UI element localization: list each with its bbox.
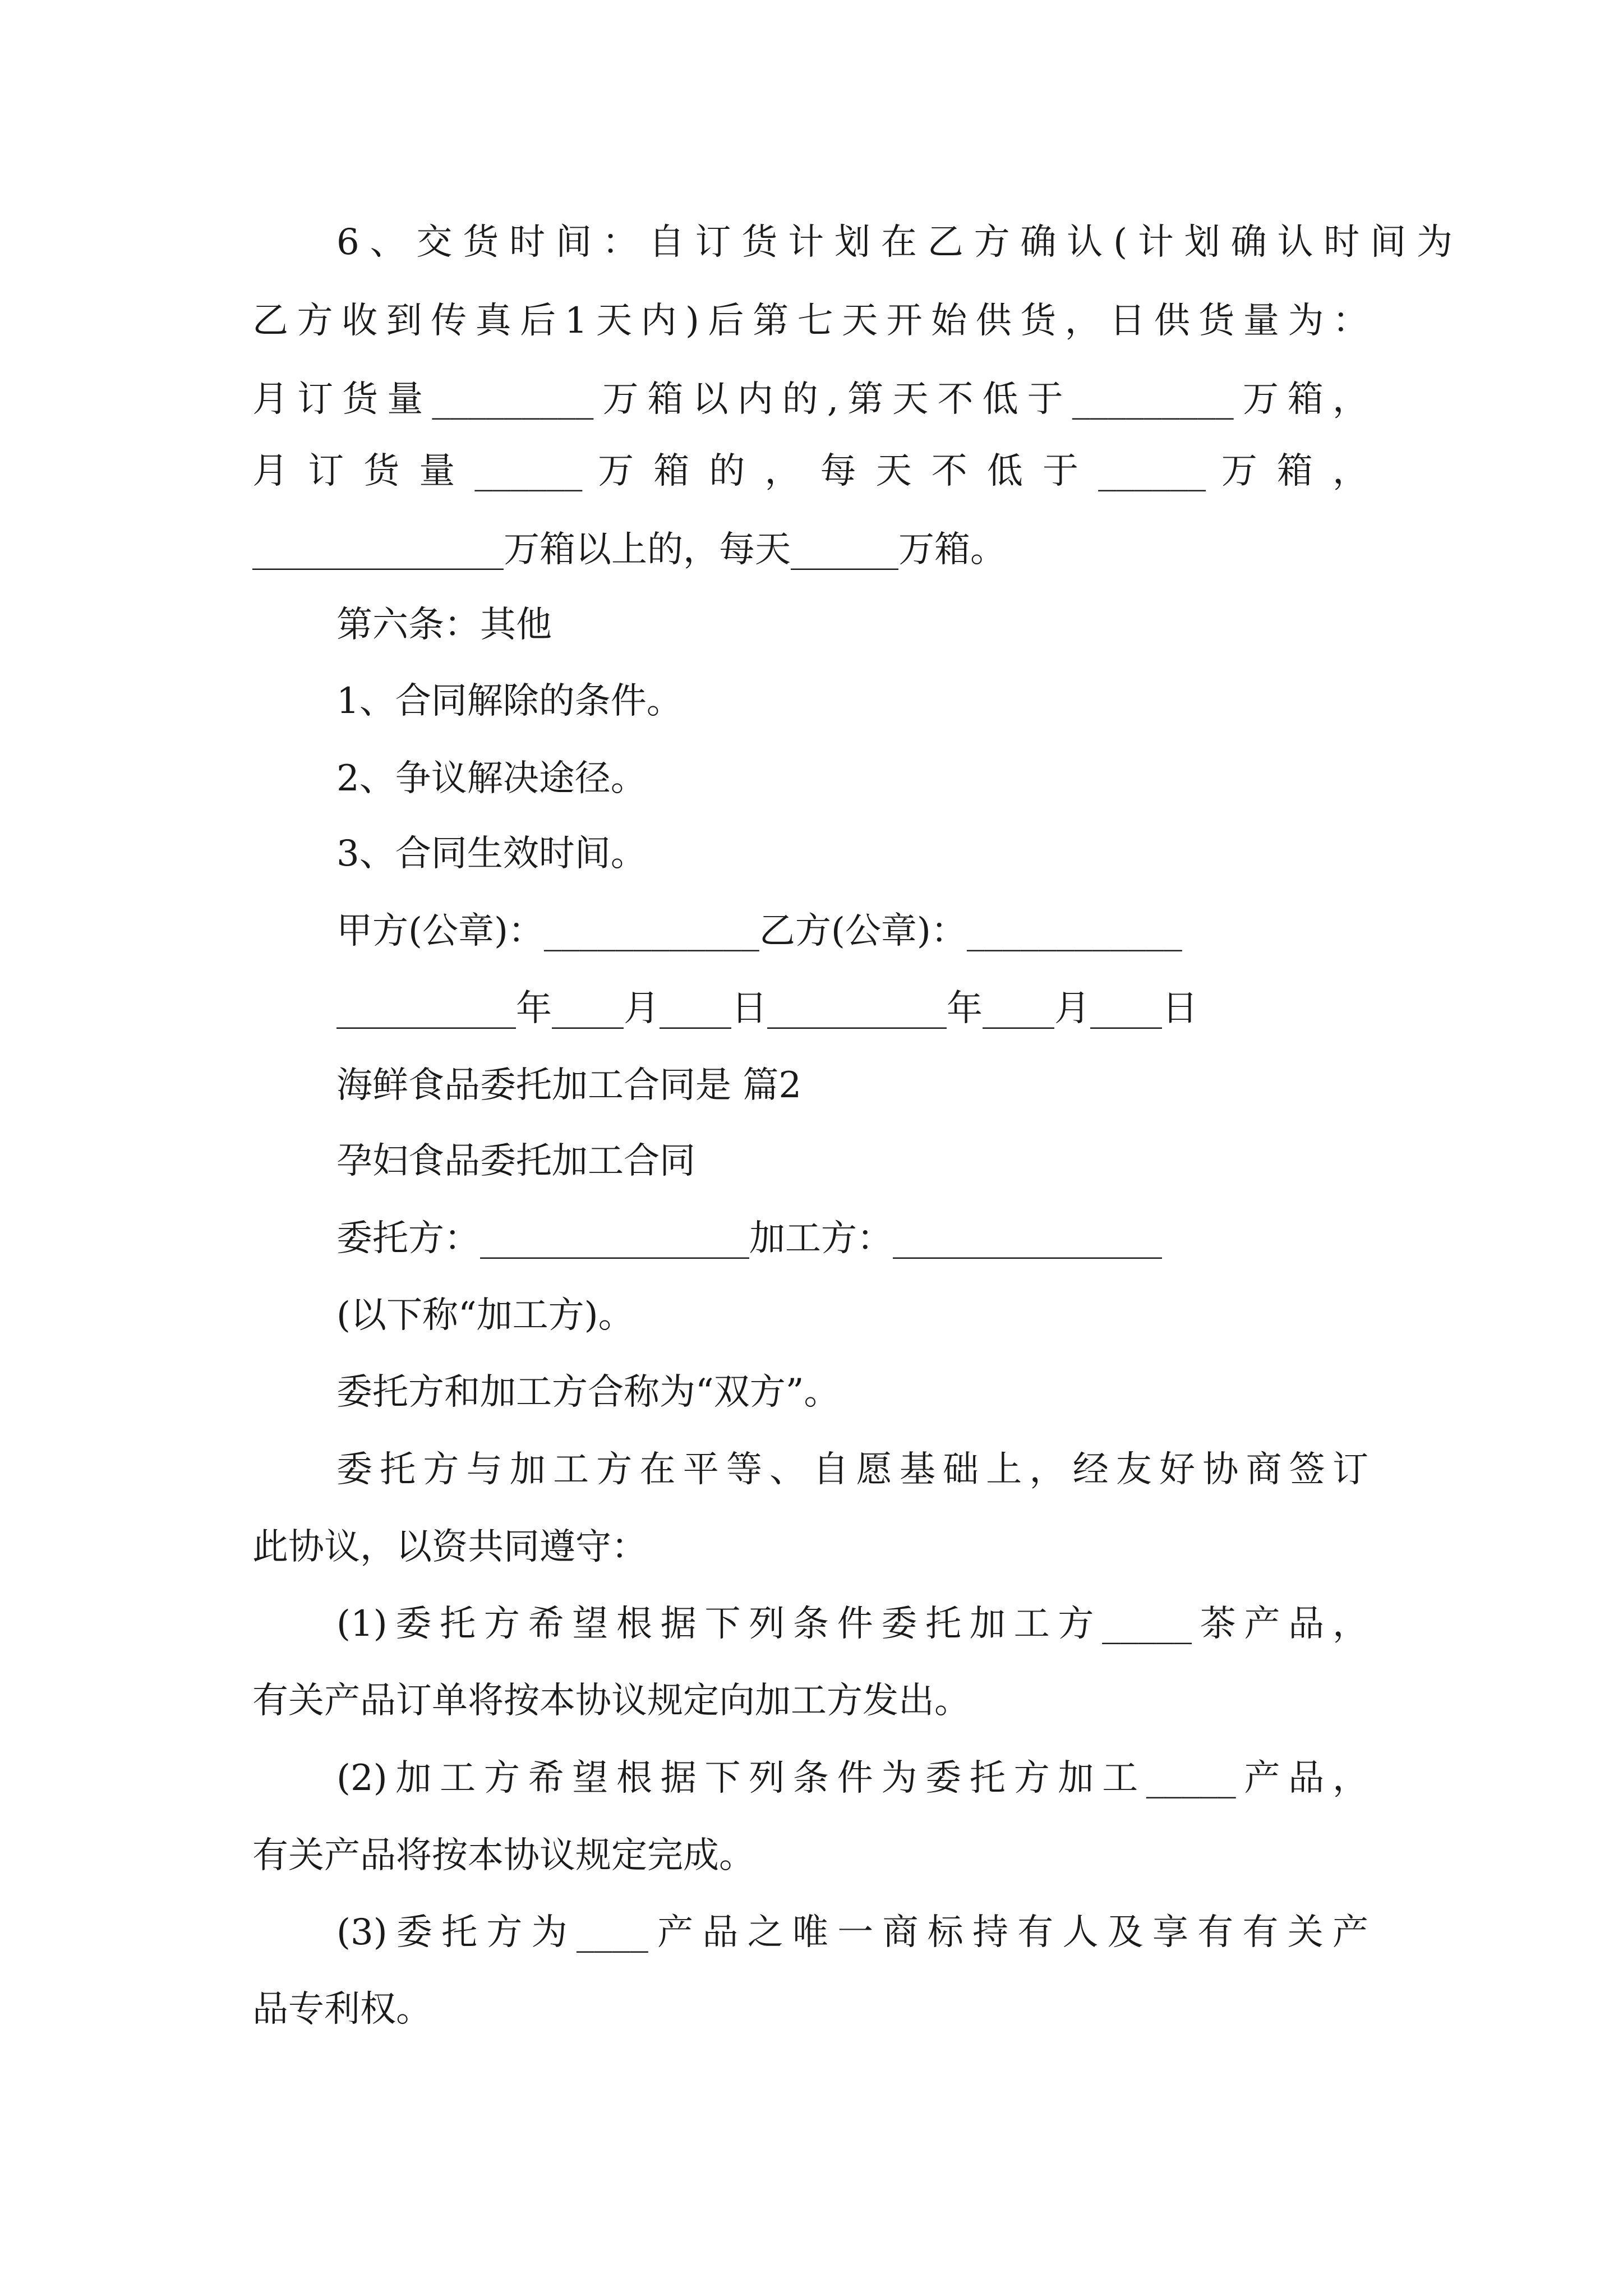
article-6-item-1: 1、合同解除的条件。	[336, 680, 683, 722]
agreement-intro-line-2: 此协议，以资共同遵守：	[252, 1526, 647, 1568]
clause-6-delivery-time-line-5: ______________万箱以上的，每天______万箱。	[252, 529, 1006, 570]
clause-6-delivery-time-line-1: 6、交货时间：自订货计划在乙方确认(计划确认时间为	[336, 222, 1453, 263]
signature-date-line: __________年____月____日__________年____月____日	[336, 988, 1198, 1029]
clause-3-line-2: 品专利权。	[252, 1989, 432, 2030]
clause-1-line-2: 有关产品订单将按本协议规定向加工方发出。	[252, 1680, 970, 1722]
section-heading-part-2: 海鲜食品委托加工合同是 篇2	[336, 1065, 802, 1106]
parties-collective-line: 委托方和加工方合称为“双方”。	[336, 1372, 840, 1413]
article-6-item-3: 3、合同生效时间。	[336, 833, 647, 875]
clause-2-line-2: 有关产品将按本协议规定完成。	[252, 1835, 755, 1876]
contract-title: 孕妇食品委托加工合同	[336, 1140, 695, 1182]
agreement-intro-line-1: 委托方与加工方在平等、自愿基础上，经友好协商签订	[336, 1449, 1368, 1490]
article-6-item-2: 2、争议解决途径。	[336, 758, 647, 799]
clause-1-line-1: (1)委托方希望根据下列条件委托加工方_____茶产品，	[336, 1603, 1368, 1645]
clause-6-delivery-time-line-2: 乙方收到传真后1天内)后第七天开始供货，日供货量为：	[252, 300, 1368, 342]
signature-seal-line: 甲方(公章)：____________乙方(公章)：____________	[336, 910, 1182, 952]
clause-6-delivery-time-line-3: 月订货量_________万箱以内的,第天不低于_________万箱，	[252, 379, 1368, 420]
parties-line: 委托方：_______________加工方：_______________	[336, 1218, 1162, 1259]
article-6-heading: 第六条：其他	[336, 604, 552, 646]
clause-2-line-1: (2)加工方希望根据下列条件为委托方加工_____产品，	[336, 1757, 1368, 1799]
clause-6-delivery-time-line-4: 月 订 货 量 ______ 万 箱 的 ， 每 天 不 低 于 ______ 万 箱 ，	[252, 450, 1368, 492]
clause-3-line-1: (3)委托方为____产品之唯一商标持有人及享有有关产	[336, 1912, 1368, 1953]
processor-note-line: (以下称“加工方)。	[336, 1295, 634, 1336]
